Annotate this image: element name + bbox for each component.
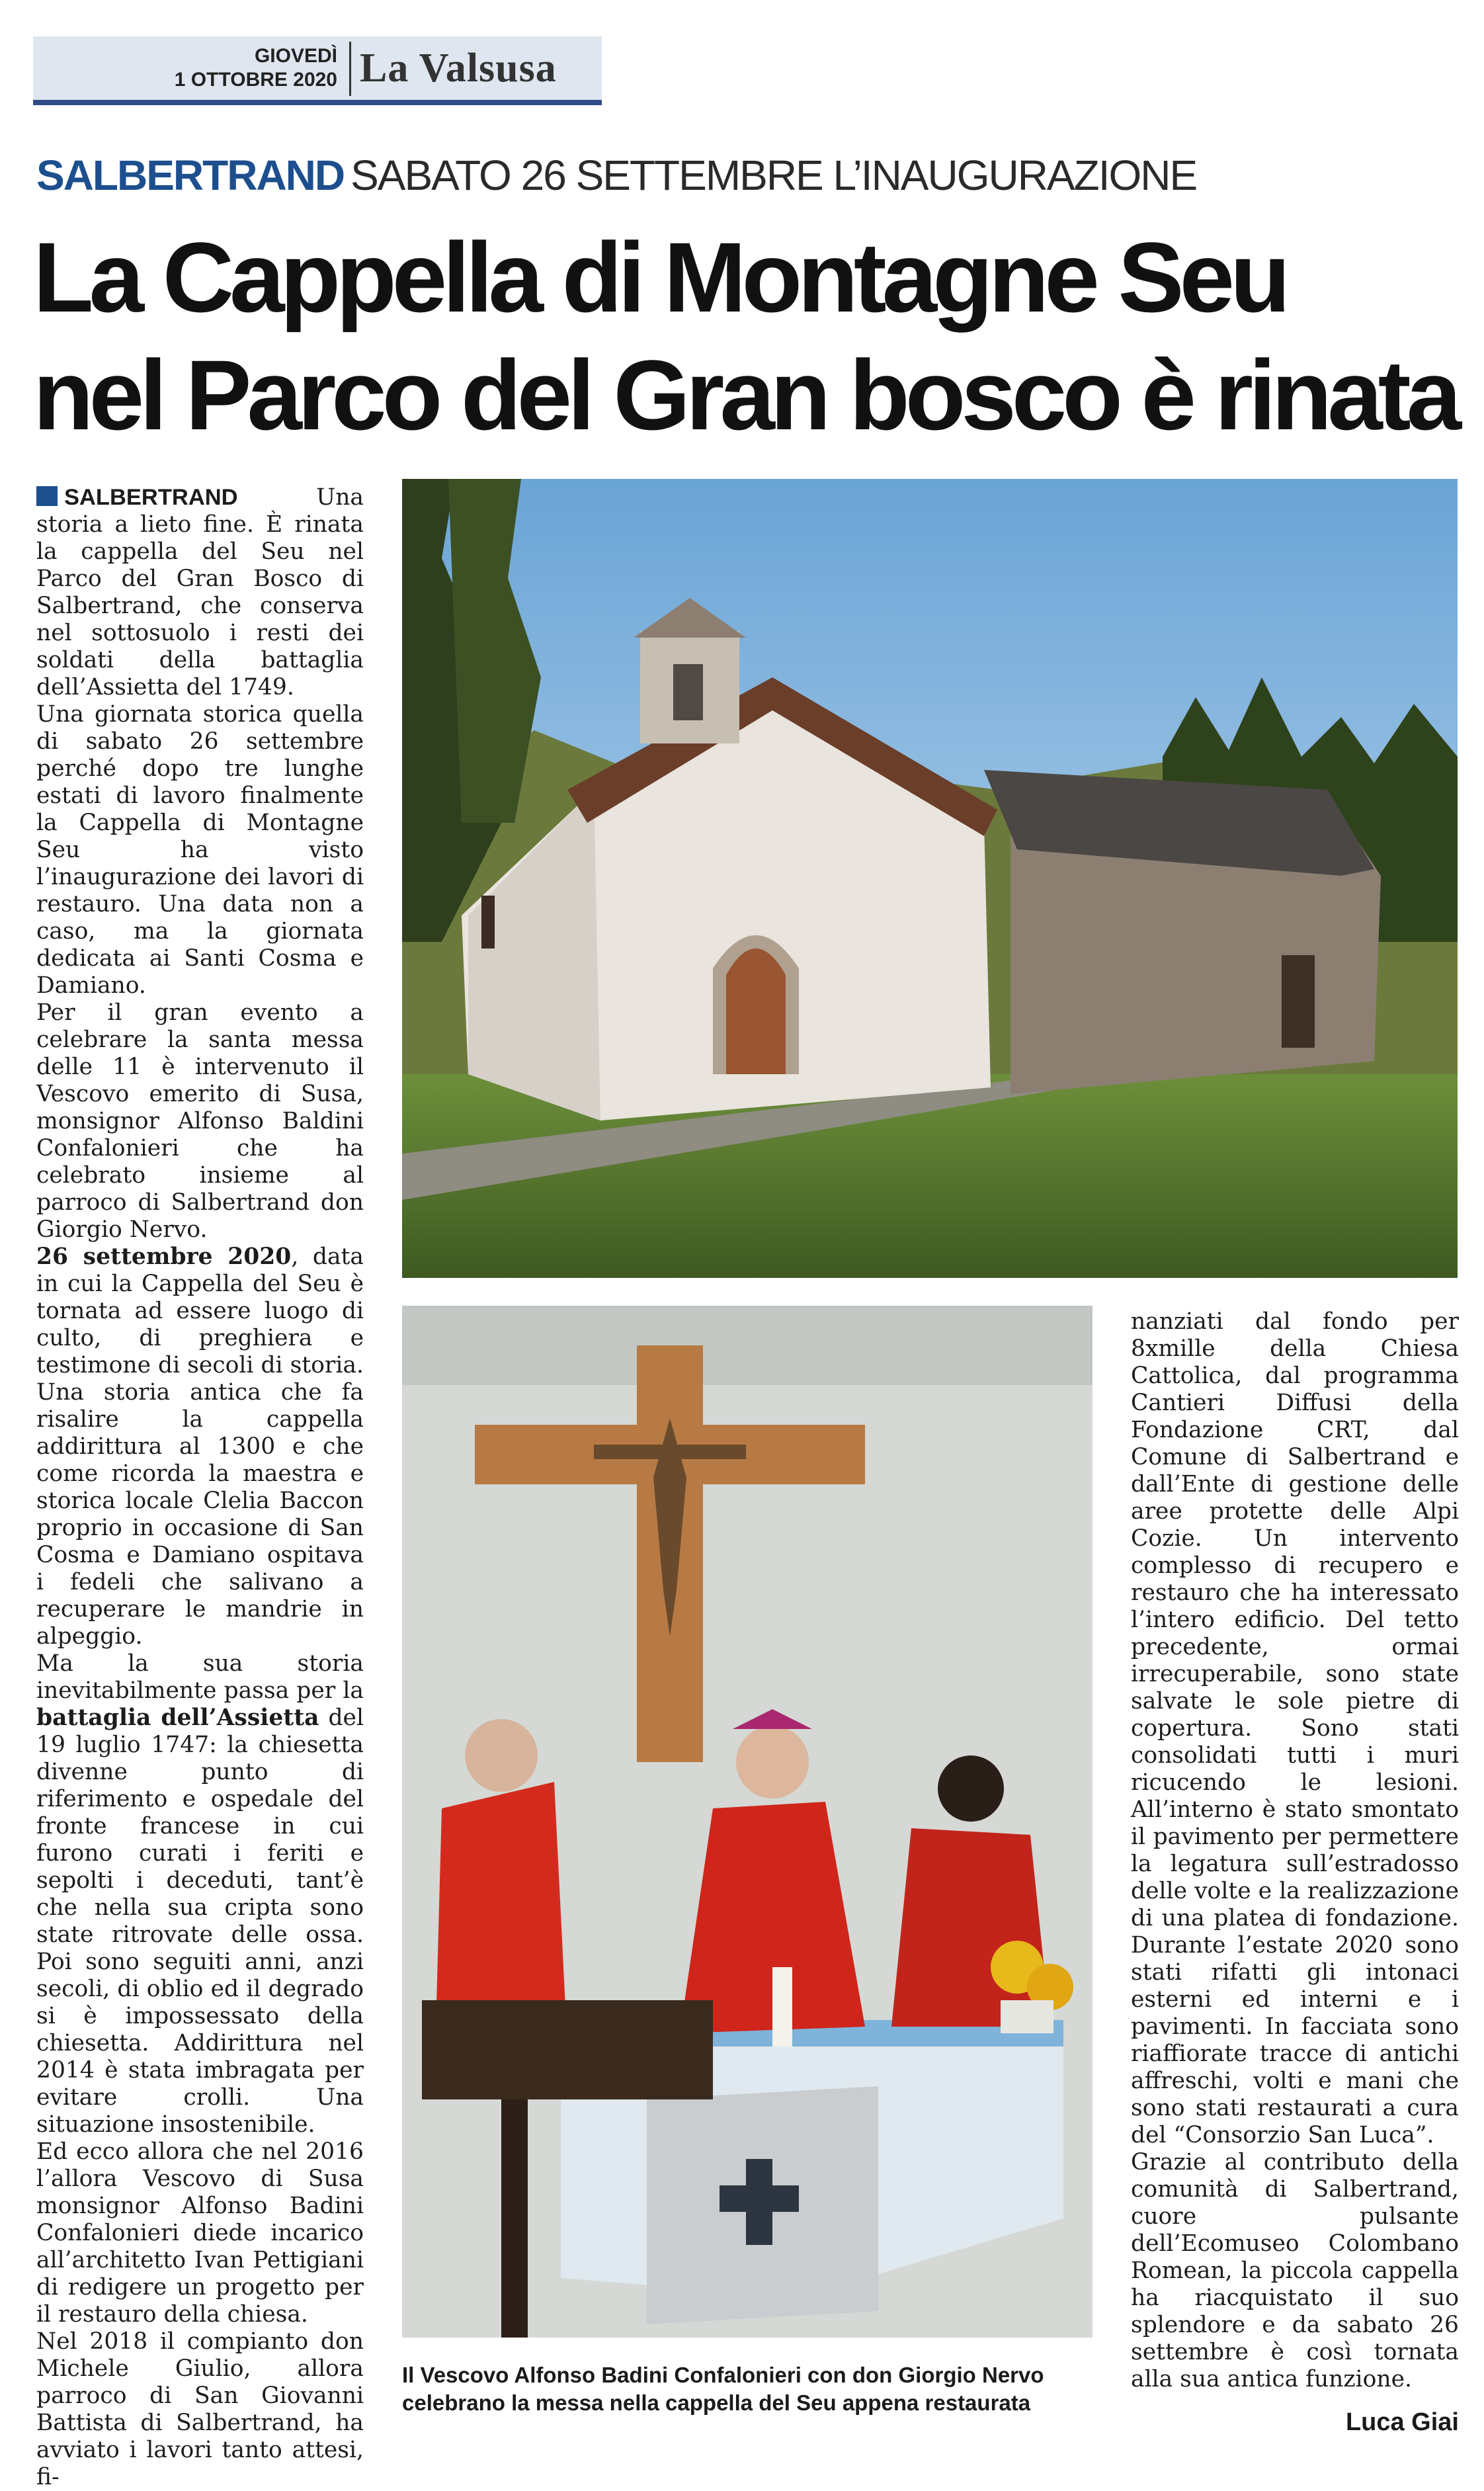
article-column-1 <box>36 484 364 2491</box>
paragraph-4-text: , data in cui la Cappella del Seu è tornata ad essere luogo di culto, di preghiera e testimone di secoli di storia. Una storia antica che fa risalire la cappella addirittura al 1300 e che come ricorda la maestra e storica locale Clelia Baccon proprio in occasione di San Cosma e Damiano ospitava i fedeli che salivano a recuperare le mandrie in alpeggio. <box>36 1244 364 1650</box>
issue-full-date: 1 OTTOBRE 2020 <box>174 69 337 91</box>
paragraph-7-end: nanziati dal fondo per 8xmille della Chiesa Cattolica, dal programma Cantieri Diffusi della Fondazione CRT, dal Comune di Salbertrand e dall’Ente di gestione delle aree protette delle Alpi Cozie. Un intervento complesso di recupero e restauro che ha interessato l’intero edificio. Del tetto precedente, ormai irrecuperabile, sono state salvate le sole pietre di copertura. Sono stati consolidati tutti i muri ricucendo le lesioni. All’interno è stato smontato il pavimento per permettere la legatura sull’estradosso delle volte e la realizzazione di una platea di fondazione. Durante l’estate 2020 sono stati rifatti gli intonaci esterni ed interni e i pavimenti. In facciata sono riaffiorate tracce di antichi affreschi, volti e mani che sono stati restaurati a cura del “Consorzio San Luca”. <box>1131 1308 1459 2148</box>
article-column-3 <box>1131 1308 1459 2393</box>
photo-caption <box>402 2361 1103 2417</box>
paragraph-2: Una giornata storica quella di sabato 26 settembre perché dopo tre lunghe estati di lavoro finalmente la Cappella di Montagne Seu ha visto l’inaugurazione dei lavori di restauro. Una data non a caso, ma la giornata dedicata ai Santi Cosma e Damiano. <box>36 701 364 999</box>
title-line-1: La Cappella di Montagne Seu <box>33 222 1286 333</box>
caption-line-2: celebrano la messa nella cappella del Seu appena restaurata <box>402 2390 1031 2415</box>
author-byline: Luca Giai <box>1345 2408 1459 2436</box>
lead-square-icon <box>36 486 58 506</box>
paragraph-4 <box>36 1244 364 1650</box>
chapel-exterior-photo <box>402 479 1458 1278</box>
masthead-divider <box>349 42 351 96</box>
issue-date <box>112 44 337 92</box>
caption-line-1: Il Vescovo Alfonso Badini Confalonieri con don Giorgio Nervo <box>402 2363 1044 2387</box>
kicker-subtitle: SABATO 26 SETTEMBRE L’INAUGURAZIONE <box>350 151 1197 199</box>
paragraph-4-bold: 26 settembre 2020 <box>36 1244 292 1270</box>
paragraph-1-text: Una storia a lieto fine. È rinata la cappella del Seu nel Parco del Gran Bosco di Salbertrand, che conserva nel sottosuolo i resti dei soldati della battaglia dell’Assietta del 1749. <box>36 484 364 700</box>
kicker-place: SALBERTRAND <box>36 151 345 199</box>
article-title <box>33 218 1468 454</box>
issue-day: GIOVEDÌ <box>254 45 337 67</box>
paragraph-6: Ed ecco allora che nel 2016 l’allora Vescovo di Susa monsignor Alfonso Badini Confalonieri diede incarico all’architetto Ivan Pettigiani di redigere un progetto per il restauro della chiesa. <box>36 2138 364 2328</box>
paragraph-5-start: Ma la sua storia inevitabilmente passa per la <box>36 1650 364 1704</box>
headline-kicker <box>36 149 1458 202</box>
paragraph-3: Per il gran evento a celebrare la santa messa delle 11 è intervenuto il Vescovo emerito di Susa, monsignor Alfonso Baldini Confalonieri che ha celebrato insieme al parroco di Salbertrand don Giorgio Nervo. <box>36 999 364 1243</box>
paragraph-5 <box>36 1650 364 2138</box>
paragraph-7-start: Nel 2018 il compianto don Michele Giulio, allora parroco di San Giovanni Battista di Salbertrand, ha avviato i lavori tanto attesi, fi- <box>36 2328 364 2490</box>
paragraph-8: Grazie al contributo della comunità di Salbertrand, cuore pulsante dell’Ecomuseo Colombano Romean, la piccola cappella ha riacquistato il suo splendore e da sabato 26 settembre è così tornata alla sua antica funzione. <box>1131 2149 1459 2392</box>
newspaper-name: La Valsusa <box>360 46 557 91</box>
paragraph-5-bold: battaglia dell’Assietta <box>36 1705 319 1731</box>
paragraph-5-text: del 19 luglio 1747: la chiesetta divenne punto di riferimento e ospedale del fronte francese in cui furono curati i feriti e sepolti i deceduti, tant’è che nella sua cripta sono state ritrovate delle ossa. Poi sono seguiti anni, anzi secoli, di oblio ed il degrado si è impossessato della chiesetta. Addirittura nel 2014 è stata imbragata per evitare crolli. Una situazione insostenibile. <box>36 1705 364 2138</box>
paragraph-1 <box>36 484 364 701</box>
title-line-2: nel Parco del Gran bosco è rinata <box>33 339 1458 450</box>
lead-place: SALBERTRAND <box>64 485 238 510</box>
masthead <box>33 36 602 105</box>
mass-interior-photo <box>402 1306 1092 2338</box>
